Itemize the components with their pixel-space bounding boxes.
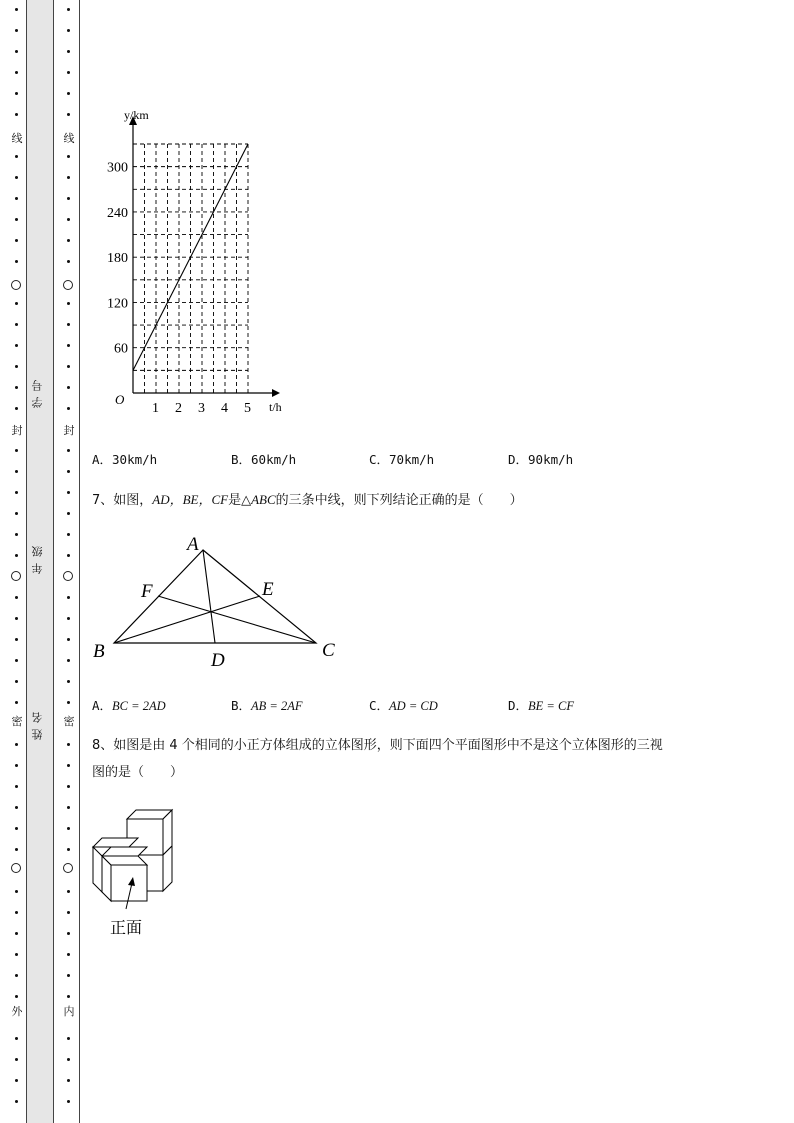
binding-dot — [67, 71, 70, 74]
q7-option-d[interactable]: D．BE = CF — [508, 698, 574, 713]
binding-dot — [15, 680, 18, 683]
cube-figure — [90, 805, 190, 945]
binding-dot — [67, 218, 70, 221]
q8-stem — [92, 732, 742, 786]
binding-dot — [15, 197, 18, 200]
binding-dot — [67, 659, 70, 662]
binding-dot — [67, 449, 70, 452]
binding-dot — [15, 239, 18, 242]
binding-dot — [67, 701, 70, 704]
binding-dot — [67, 617, 70, 620]
q8-line-2: 图的是（ ） — [92, 765, 184, 780]
inner-circle — [63, 280, 73, 290]
binding-dot — [15, 1079, 18, 1082]
binding-dot — [15, 995, 18, 998]
outer-label-mi: 密 — [11, 715, 23, 728]
field-grade: 年级 — [31, 540, 44, 574]
x-tick-label: 5 — [244, 401, 251, 416]
outer-label-feng: 封 — [11, 424, 23, 437]
binding-dot — [67, 848, 70, 851]
origin-label: O — [115, 392, 125, 407]
q7-option-b[interactable]: B．AB = 2AF — [231, 698, 303, 713]
binding-dot — [15, 743, 18, 746]
x-tick-label: 1 — [152, 401, 159, 416]
binding-dot — [15, 974, 18, 977]
binding-dot — [15, 113, 18, 116]
median-ad — [203, 550, 215, 643]
binding-dot — [67, 92, 70, 95]
y-tick-label: 240 — [107, 205, 128, 221]
outer-circle — [11, 571, 21, 581]
y-tick-label: 60 — [114, 341, 128, 357]
binding-dot — [15, 491, 18, 494]
binding-dot — [67, 638, 70, 641]
q6-option-d[interactable]: D．90km/h — [508, 452, 574, 467]
binding-dot — [67, 29, 70, 32]
binding-dot — [67, 113, 70, 116]
binding-dot — [67, 512, 70, 515]
binding-dot — [15, 50, 18, 53]
inner-binding-dots — [62, 0, 76, 1123]
binding-dot — [15, 659, 18, 662]
binding-dot — [67, 155, 70, 158]
binding-dot — [15, 71, 18, 74]
binding-dot — [15, 8, 18, 11]
q7-number: 7、如图， — [92, 493, 153, 508]
inner-label-nei: 内 — [63, 1005, 75, 1018]
binding-dot — [67, 764, 70, 767]
binding-dot — [15, 302, 18, 305]
binding-inner-line — [79, 0, 80, 1123]
x-axis-label: t/h — [269, 400, 282, 414]
inner-label-xian: 线 — [63, 132, 75, 145]
vertex-c-label: C — [322, 640, 335, 661]
binding-dot — [15, 827, 18, 830]
binding-dot — [67, 806, 70, 809]
binding-dot — [15, 344, 18, 347]
binding-dot — [67, 344, 70, 347]
binding-dot — [67, 932, 70, 935]
binding-dot — [15, 512, 18, 515]
binding-dot — [15, 701, 18, 704]
binding-dot — [67, 827, 70, 830]
binding-dot — [15, 449, 18, 452]
inner-label-mi: 密 — [63, 715, 75, 728]
binding-dot — [15, 1058, 18, 1061]
binding-dot — [15, 596, 18, 599]
vertex-a-label: A — [187, 534, 199, 555]
binding-dot — [67, 239, 70, 242]
binding-dot — [67, 50, 70, 53]
binding-dot — [67, 260, 70, 263]
binding-dot — [67, 176, 70, 179]
outer-binding-dots — [10, 0, 24, 1123]
binding-dot — [67, 953, 70, 956]
binding-dot — [67, 890, 70, 893]
x-tick-label: 2 — [175, 401, 182, 416]
q7-option-a[interactable]: A．BC = 2AD — [92, 698, 166, 713]
binding-dot — [67, 785, 70, 788]
x-tick-label: 3 — [198, 401, 205, 416]
outer-circle — [11, 863, 21, 873]
binding-dot — [15, 470, 18, 473]
binding-dot — [15, 1037, 18, 1040]
binding-dot — [15, 407, 18, 410]
binding-dot — [67, 743, 70, 746]
field-name: 姓名 — [31, 706, 44, 740]
q7-vars: AD，BE，CF — [152, 492, 229, 507]
binding-dot — [15, 323, 18, 326]
binding-dot — [67, 554, 70, 557]
binding-dot — [67, 365, 70, 368]
binding-dot — [15, 1100, 18, 1103]
binding-dot — [67, 911, 70, 914]
binding-dot — [67, 386, 70, 389]
binding-dot — [15, 260, 18, 263]
binding-dot — [67, 596, 70, 599]
binding-dot — [67, 302, 70, 305]
distance-time-chart — [95, 100, 305, 425]
binding-dot — [15, 638, 18, 641]
binding-dot — [15, 386, 18, 389]
binding-dot — [15, 953, 18, 956]
inner-circle — [63, 863, 73, 873]
binding-dot — [67, 680, 70, 683]
point-e-label: E — [262, 579, 274, 600]
binding-dot — [15, 365, 18, 368]
binding-dot — [67, 8, 70, 11]
binding-dot — [67, 533, 70, 536]
binding-dot — [15, 29, 18, 32]
binding-dot — [67, 974, 70, 977]
q7-mid: 是△ — [228, 493, 252, 508]
x-tick-label: 4 — [221, 401, 228, 416]
binding-dot — [67, 1100, 70, 1103]
binding-dot — [67, 197, 70, 200]
inner-circle — [63, 571, 73, 581]
binding-dot — [67, 470, 70, 473]
binding-dot — [15, 218, 18, 221]
q7-triangle: ABC — [251, 492, 276, 507]
binding-dot — [67, 1058, 70, 1061]
binding-dot — [15, 890, 18, 893]
y-tick-label: 120 — [107, 296, 128, 312]
outer-circle — [11, 280, 21, 290]
binding-dot — [67, 491, 70, 494]
binding-dot — [15, 554, 18, 557]
outer-label-xian: 线 — [11, 132, 23, 145]
q6-option-c[interactable]: C．70km/h — [369, 452, 435, 467]
y-tick-label: 180 — [107, 251, 128, 267]
q6-option-b[interactable]: B．60km/h — [231, 452, 297, 467]
binding-dot — [67, 1079, 70, 1082]
binding-dot — [67, 407, 70, 410]
q7-stem — [92, 486, 742, 514]
q7-rest: 的三条中线，则下列结论正确的是（ ） — [275, 493, 523, 508]
point-f-label: F — [141, 581, 153, 602]
binding-dot — [15, 911, 18, 914]
binding-dot — [15, 764, 18, 767]
field-student-id: 学号 — [31, 374, 44, 408]
triangle-figure — [90, 530, 350, 670]
binding-dot — [15, 176, 18, 179]
q7-option-c[interactable]: C．AD = CD — [369, 698, 438, 713]
vertex-b-label: B — [93, 641, 105, 662]
front-label: 正面 — [110, 918, 143, 937]
binding-dot — [67, 1037, 70, 1040]
point-d-label: D — [211, 650, 225, 670]
binding-dot — [15, 932, 18, 935]
q6-option-a[interactable]: A．30km/h — [92, 452, 158, 467]
y-tick-label: 300 — [107, 160, 128, 176]
x-axis-arrow — [272, 389, 280, 397]
outer-label-wai: 外 — [11, 1005, 23, 1018]
q8-line-1: 8、如图是由 4 个相同的小正方体组成的立体图形，则下面四个平面图形中不是这个立体图形的三视 — [92, 738, 663, 753]
binding-dot — [15, 155, 18, 158]
binding-dot — [67, 323, 70, 326]
binding-dot — [67, 995, 70, 998]
binding-dot — [15, 785, 18, 788]
binding-dot — [15, 848, 18, 851]
binding-dot — [15, 92, 18, 95]
binding-dot — [15, 806, 18, 809]
binding-dot — [15, 617, 18, 620]
inner-label-feng: 封 — [63, 424, 75, 437]
y-axis-label: y/km — [124, 108, 149, 122]
binding-dot — [15, 533, 18, 536]
